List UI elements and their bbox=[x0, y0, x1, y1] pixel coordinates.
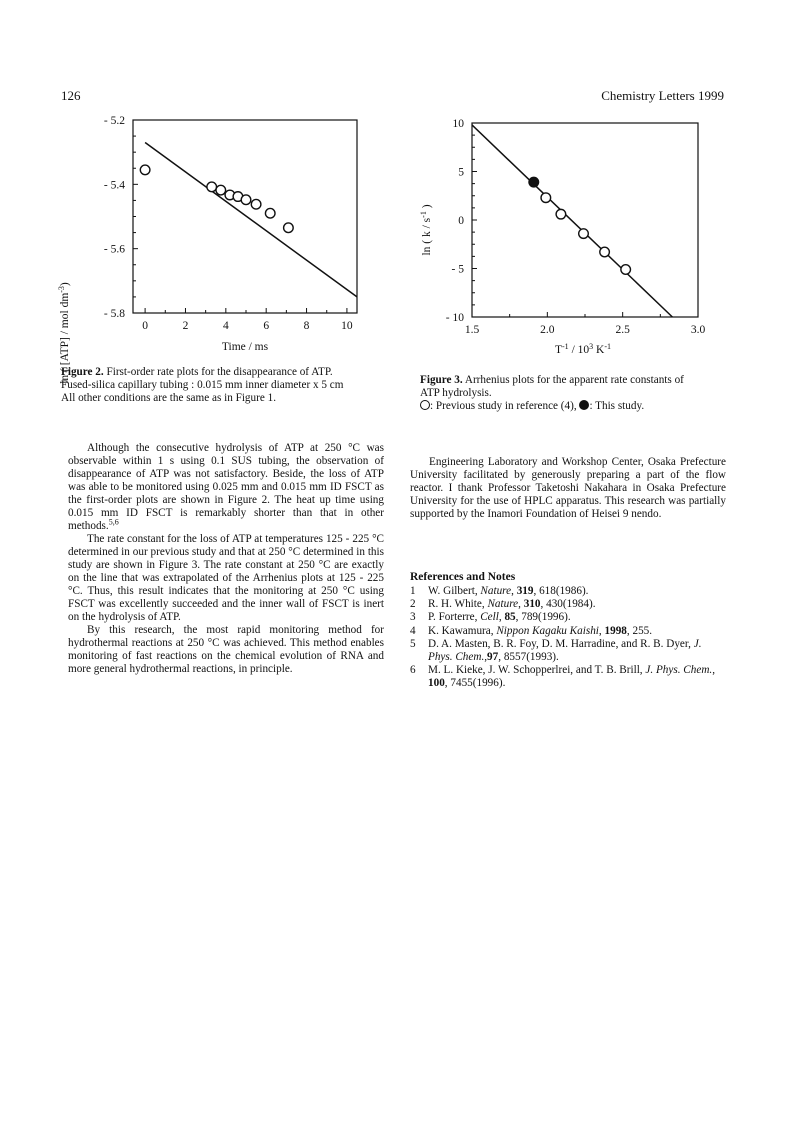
figure2-y-tick-label: - 5.4 bbox=[103, 179, 125, 192]
figure2-caption-label: Figure 2. bbox=[61, 366, 104, 378]
figure3-open-point bbox=[621, 265, 631, 275]
figure3-x-tick-label: 2.0 bbox=[540, 324, 555, 336]
figure3-x-axis-label: $T^{-1} / 10^3$ $K^{-1}$ bbox=[554, 342, 612, 356]
figure2-x-axis-label: Time / ms bbox=[221, 341, 269, 353]
left-body-text bbox=[68, 442, 384, 676]
reference-item bbox=[410, 625, 728, 638]
references-section bbox=[410, 571, 728, 691]
figure3-y-tick-label: - 10 bbox=[445, 312, 464, 324]
figure3-open-point bbox=[579, 229, 589, 239]
reference-citation: K. Kawamura, Nippon Kagaku Kaishi, 1998, 255. bbox=[428, 624, 653, 637]
figure2-open-point bbox=[265, 208, 275, 218]
acknowledgment bbox=[410, 456, 726, 521]
reference-item bbox=[410, 585, 728, 598]
filled-circle-legend-icon bbox=[579, 400, 589, 410]
reference-item bbox=[410, 611, 728, 624]
reference-number: 6 bbox=[410, 664, 416, 677]
legend-this-study: : This study. bbox=[589, 400, 645, 412]
citation-superscript: 5,6 bbox=[108, 517, 119, 527]
body-paragraph-1 bbox=[68, 442, 384, 533]
reference-item bbox=[410, 638, 728, 664]
reference-citation: D. A. Masten, B. R. Foy, D. M. Harradine, and R. B. Dyer, J. Phys. Chem.,97, 8557(1993). bbox=[428, 637, 702, 664]
references-list bbox=[410, 585, 728, 691]
figure2-open-point bbox=[241, 195, 251, 205]
reference-citation: P. Forterre, Cell, 85, 789(1996). bbox=[428, 611, 571, 624]
figure3-open-point bbox=[541, 193, 551, 203]
legend-previous-study: : Previous study in reference (4), bbox=[430, 400, 577, 412]
figure3-chart bbox=[420, 105, 750, 370]
body-paragraph-3: By this research, the most rapid monitoring method for hydrothermal reactions at 250 °C was achieved. This method enables monitoring of fast reactions on the chemical evolution of RNA and more general hydrothermal reactions, in principle. bbox=[68, 624, 384, 675]
figure3-y-tick-label: - 5 bbox=[451, 263, 464, 276]
reference-citation: R. H. White, Nature, 310, 430(1984). bbox=[428, 598, 596, 611]
reference-item bbox=[410, 664, 728, 690]
figure3-y-axis-label: ln ( k / $s^{-1}$ ) bbox=[419, 204, 433, 256]
figure3-y-tick-label: 10 bbox=[452, 118, 464, 130]
figure3-plot-frame bbox=[472, 123, 698, 317]
open-circle-legend-icon bbox=[420, 400, 430, 410]
figure3-x-tick-label: 1.5 bbox=[464, 324, 480, 336]
references-title: References and Notes bbox=[410, 571, 516, 583]
figure2-open-point bbox=[251, 199, 261, 209]
reference-citation: M. L. Kieke, J. W. Schopperlrei, and T. B. Brill, J. Phys. Chem., 100, 7455(1996). bbox=[428, 664, 716, 690]
journal-header: Chemistry Letters 1999 bbox=[601, 88, 724, 103]
figure3-caption-line1: Arrhenius plots for the apparent rate constants of bbox=[462, 374, 684, 386]
figure2-caption bbox=[61, 366, 391, 405]
figure2-fit-line bbox=[145, 143, 357, 297]
body-paragraph-1-text: Although the consecutive hydrolysis of ATP at 250 °C was observable within 1 s using 0.1 SUS tubing, the observation of disappearance of ATP was not satisfactory. Beside, the loss of ATP was able to be monitored using 0.025 mm and 0.015 mm ID FSCT as the first-order plots are shown in Figure 2. The heat up time using 0.015 mm ID FSCT is remarkably shorter than that in other methods. bbox=[68, 442, 384, 532]
figure3-fit-line bbox=[472, 125, 672, 317]
figure3-open-point bbox=[556, 209, 566, 219]
figure2-x-tick-label: 10 bbox=[341, 320, 353, 332]
reference-citation: W. Gilbert, Nature, 319, 618(1986). bbox=[428, 585, 589, 597]
figure2-plot-frame bbox=[133, 120, 357, 313]
figure3-y-tick-label: 5 bbox=[458, 166, 464, 179]
reference-number: 3 bbox=[410, 611, 416, 624]
figure2-caption-line2: Fused-silica capillary tubing : 0.015 mm inner diameter x 5 cm bbox=[61, 379, 344, 391]
acknowledgment-text: Engineering Laboratory and Workshop Center, Osaka Prefecture University facilitated by generously preparing a part of the flow reactor. I thank Professor Taketoshi Nakahara in Osaka Prefecture University for the use of HPLC apparatus. This research was partially supported by the Inamori Foundation of Heisei 9 nendo. bbox=[410, 456, 726, 520]
reference-number: 1 bbox=[410, 585, 416, 597]
figure2-x-tick-label: 2 bbox=[182, 320, 189, 332]
reference-number: 4 bbox=[410, 624, 416, 637]
figure2-y-tick-label: - 5.8 bbox=[103, 308, 125, 320]
figure3-caption-label: Figure 3. bbox=[420, 374, 463, 386]
figure2-open-point bbox=[216, 185, 226, 195]
reference-number: 5 bbox=[410, 637, 416, 650]
reference-item bbox=[410, 598, 728, 611]
figure2-open-point bbox=[140, 165, 150, 175]
figure3-caption-line2: ATP hydrolysis. bbox=[420, 387, 492, 399]
figure2-y-tick-label: - 5.2 bbox=[103, 115, 125, 127]
figure2-caption-line1: First-order rate plots for the disappearance of ATP. bbox=[103, 366, 333, 378]
figure2-y-tick-label: - 5.6 bbox=[103, 243, 125, 256]
figure3-caption bbox=[420, 374, 740, 413]
figure2-y-axis-label: ln ( [ATP] / mol $dm^{-3}$) bbox=[57, 282, 71, 384]
reference-number: 2 bbox=[410, 598, 416, 611]
figure2-x-tick-label: 0 bbox=[142, 320, 148, 332]
body-paragraph-2: The rate constant for the loss of ATP at temperatures 125 - 225 °C determined in our previous study and that at 250 °C determined in this study are shown in Figure 3. The rate constant at 250 °C are exactly on the line that was extrapolated of the Arrhenius plots at 125 - 225 °C. Thus, this result indicates that the monitoring at 250 °C using FSCT was excellently succeeded and the inner wall of FSCT is inert on the hydrolysis of ATP. bbox=[68, 533, 384, 623]
page-number: 126 bbox=[61, 88, 81, 103]
figure2-x-tick-label: 4 bbox=[222, 320, 229, 332]
figure2-open-point bbox=[207, 182, 217, 192]
figure3-open-point bbox=[600, 247, 610, 257]
figure2-open-point bbox=[284, 223, 294, 233]
figure2-x-tick-label: 8 bbox=[303, 320, 310, 332]
figure3-x-tick-label: 3.0 bbox=[690, 324, 706, 336]
figure2-x-tick-label: 6 bbox=[263, 320, 270, 332]
figure3-x-tick-label: 2.5 bbox=[615, 324, 630, 336]
figure3-filled-point bbox=[529, 177, 539, 187]
figure3-y-tick-label: 0 bbox=[458, 215, 464, 227]
figure2-caption-line3: All other conditions are the same as in Figure 1. bbox=[61, 392, 276, 404]
